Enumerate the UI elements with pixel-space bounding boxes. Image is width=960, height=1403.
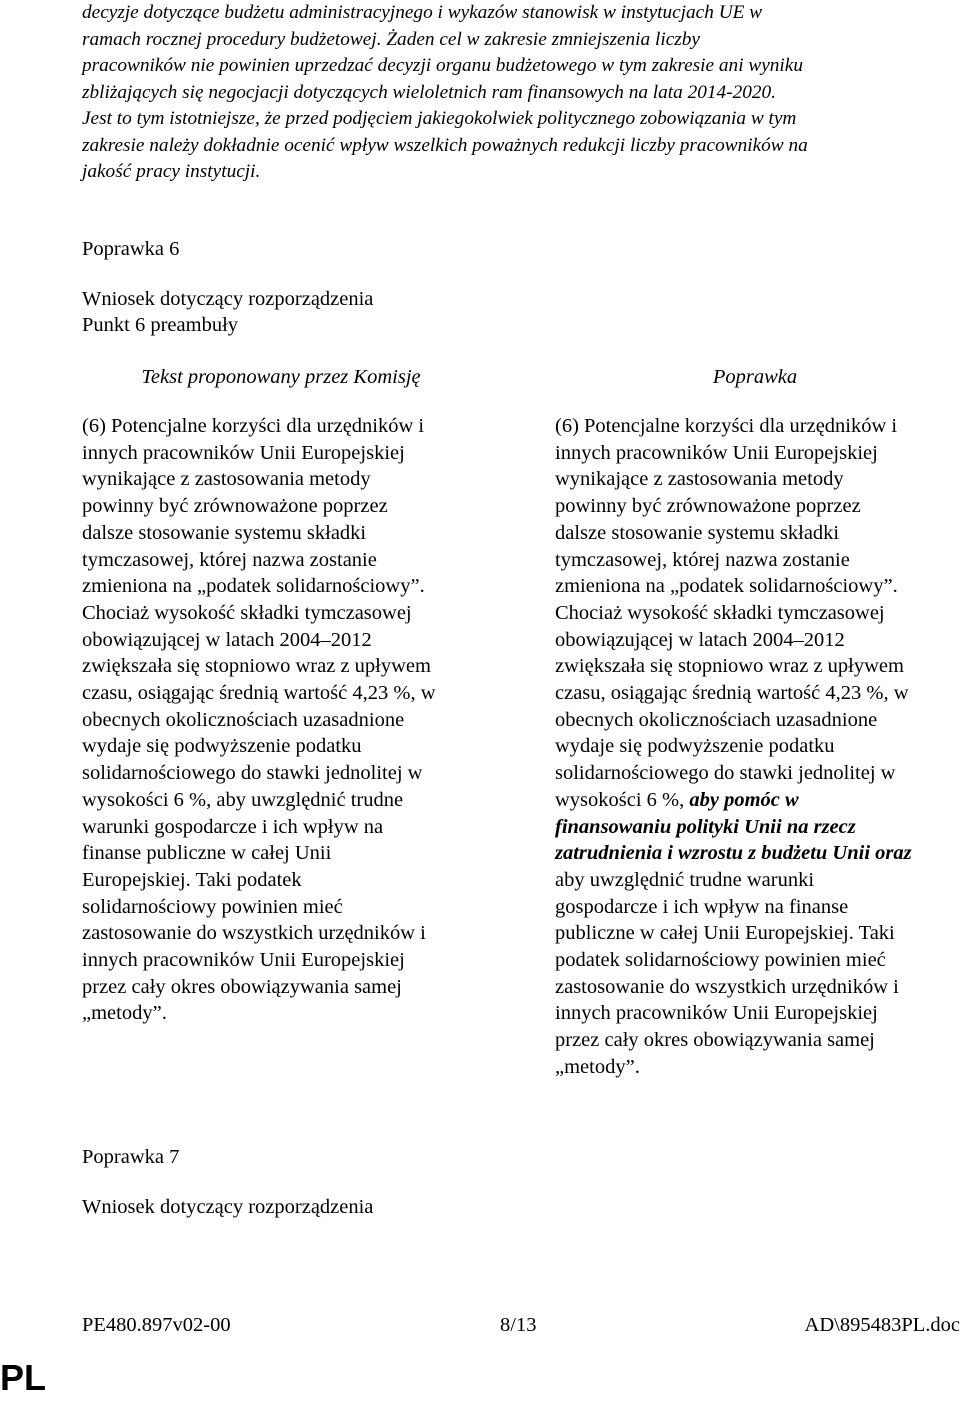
amendment-7-proposal: Wniosek dotyczący rozporządzenia — [82, 1196, 374, 1218]
amendment-text-line: gospodarcze i ich wpływ na finanse — [555, 895, 849, 918]
commission-text-line: obowiązującej w latach 2004–2012 — [82, 628, 372, 651]
commission-text-line: Chociaż wysokość składki tymczasowej — [82, 601, 412, 624]
commission-text-line: wydaje się podwyższenie podatku — [82, 735, 362, 758]
inserted-text: aby pomóc w — [689, 788, 799, 811]
commission-text-line: wysokości 6 %, aby uwzględnić trudne — [82, 788, 404, 811]
commission-text-line: przez cały okres obowiązywania samej — [82, 975, 402, 998]
amendment-text-line: czasu, osiągając średnią wartość 4,23 %, w — [555, 682, 909, 705]
amendment-text-line: powinny być zrównoważone poprzez — [555, 495, 861, 518]
commission-text-line: innych pracowników Unii Europejskiej — [82, 441, 405, 464]
intro-line: pracowników nie powinien uprzedzać decyzji organu budżetowego w tym zakresie ani wyniku — [82, 55, 803, 76]
intro-line: ramach rocznej procedury budżetowej. Żaden cel w zakresie zmniejszenia liczby — [82, 28, 700, 50]
commission-text-column — [82, 413, 480, 1027]
commission-text-line: czasu, osiągając średnią wartość 4,23 %, w — [82, 682, 436, 705]
commission-text-line: „metody”. — [82, 1002, 167, 1025]
amendment-text-line: solidarnościowego do stawki jednolitej w — [555, 762, 896, 785]
amendment-text-line: przez cały okres obowiązywania samej — [555, 1029, 875, 1052]
right-column-header: Poprawka — [712, 366, 798, 388]
commission-text-line: (6) Potencjalne korzyści dla urzędników i — [82, 415, 425, 437]
commission-text-line: zastosowanie do wszystkich urzędników i — [82, 922, 426, 945]
inserted-text-line: finansowaniu polityki Unii na rzecz — [555, 815, 856, 838]
amendment-text-line: obecnych okolicznościach uzasadnione — [555, 708, 878, 731]
amendment-text-line: aby uwzględnić trudne warunki — [555, 868, 815, 891]
amendment-text-line: dalsze stosowanie systemu składki — [555, 521, 840, 544]
commission-text-line: innych pracowników Unii Europejskiej — [82, 949, 405, 972]
left-column-header: Tekst proponowany przez Komisję — [141, 366, 421, 388]
commission-text-line: Europejskiej. Taki podatek — [82, 868, 302, 891]
commission-text-line: warunki gospodarcze i ich wpływ na — [82, 815, 384, 838]
amendment-text-line: obowiązującej w latach 2004–2012 — [555, 628, 845, 651]
intro-line: decyzje dotyczące budżetu administracyjnego i wykazów stanowisk w instytucjach UE w — [82, 2, 763, 23]
commission-text-line: zmieniona na „podatek solidarnościowy”. — [82, 575, 425, 598]
amendment-text-line: Chociaż wysokość składki tymczasowej — [555, 601, 885, 624]
footer-page-number: 8/13 — [500, 1314, 537, 1336]
amendment-text-line: zwiększała się stopniowo wraz z upływem — [555, 655, 904, 678]
amendment-text-line: wydaje się podwyższenie podatku — [555, 735, 835, 758]
commission-text-line: finanse publiczne w całej Unii — [82, 842, 332, 865]
commission-text-line: solidarnościowy powinien mieć — [82, 895, 343, 918]
intro-paragraph — [82, 0, 960, 186]
amendment-text-line: zmieniona na „podatek solidarnościowy”. — [555, 575, 898, 598]
language-code: PL — [0, 1357, 47, 1398]
intro-line: zakresie należy dokładnie ocenić wpływ wszelkich poważnych redukcji liczby pracowników na — [82, 134, 808, 156]
amendment-text-line: tymczasowej, której nazwa zostanie — [555, 548, 850, 571]
inserted-text-line: zatrudnienia i wzrostu z budżetu Unii oraz — [555, 842, 912, 865]
commission-text-line: zwiększała się stopniowo wraz z upływem — [82, 655, 431, 678]
commission-text-line: tymczasowej, której nazwa zostanie — [82, 548, 377, 571]
amendment-6-point: Punkt 6 preambuły — [82, 314, 239, 336]
amendment-6-title: Poprawka 6 — [82, 238, 180, 260]
amendment-text-column — [555, 413, 955, 1081]
amendment-text-line: innych pracowników Unii Europejskiej — [555, 1002, 878, 1025]
commission-text-line: solidarnościowego do stawki jednolitej w — [82, 762, 423, 785]
amendment-text-line: zastosowanie do wszystkich urzędników i — [555, 975, 899, 998]
commission-text-line: dalsze stosowanie systemu składki — [82, 521, 367, 544]
intro-line: Jest to tym istotniejsze, że przed podjęciem jakiegokolwiek politycznego zobowiązania w tym — [82, 108, 797, 129]
amendment-text-line: publiczne w całej Unii Europejskiej. Taki — [555, 922, 895, 945]
intro-line: jakość pracy instytucji. — [82, 161, 261, 182]
amendment-text-line: „metody”. — [555, 1055, 640, 1078]
commission-text-line: wynikające z zastosowania metody — [82, 468, 371, 491]
amendment-text-line: podatek solidarnościowy powinien mieć — [555, 949, 886, 972]
footer-doc-ref: PE480.897v02-00 — [82, 1314, 231, 1336]
plain-text: wysokości 6 %, — [555, 788, 690, 811]
amendment-text-line: (6) Potencjalne korzyści dla urzędników i — [555, 415, 898, 437]
commission-text-line: powinny być zrównoważone poprzez — [82, 495, 388, 518]
amendment-6-proposal: Wniosek dotyczący rozporządzenia — [82, 288, 374, 310]
amendment-text-line: wynikające z zastosowania metody — [555, 468, 844, 491]
amendment-text-line: innych pracowników Unii Europejskiej — [555, 441, 878, 464]
commission-text-line: obecnych okolicznościach uzasadnione — [82, 708, 405, 731]
amendment-7-title: Poprawka 7 — [82, 1146, 180, 1168]
intro-line: zbliżających się negocjacji dotyczących wieloletnich ram finansowych na lata 2014-2020. — [82, 81, 776, 103]
footer-file-name: AD\895483PL.doc — [804, 1314, 960, 1336]
amendment-text-line — [555, 787, 955, 814]
